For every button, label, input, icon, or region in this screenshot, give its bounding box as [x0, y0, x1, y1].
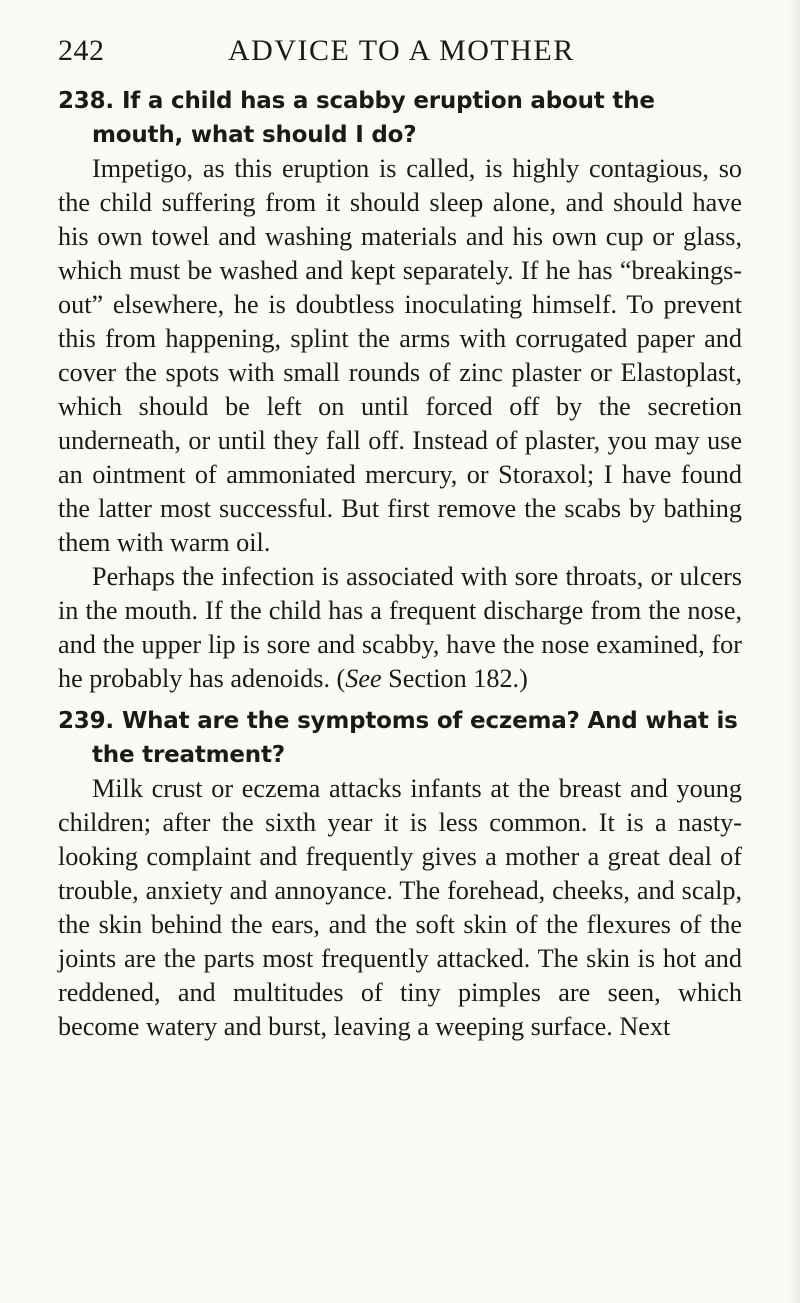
answer-paragraph — [58, 560, 742, 696]
answer-paragraph: Milk crust or eczema attacks infants at the breast and young children; after the sixth year it is less common. It is a nasty-looking complaint and frequently gives a mother a great deal of trouble, anxiety and annoyance. The forehead, cheeks, and scalp, the skin behind the ears, and the soft skin of the flexures of the joints are the parts most frequently attacked. The skin is hot and reddened, and multitudes of tiny pimples are seen, which become watery and burst, leaving a weeping surface. Next — [58, 774, 742, 1041]
question-text: If a child has a scabby eruption about the mouth, what should I do? — [92, 88, 655, 148]
question-number: 238. — [58, 88, 114, 114]
running-title: ADVICE TO A MOTHER — [228, 34, 575, 67]
section-gap — [58, 696, 742, 704]
page-content — [58, 84, 742, 1044]
reference-open: ( — [336, 664, 346, 693]
question-text: What are the symptoms of eczema? And what is the treatment? — [92, 708, 738, 768]
question-heading — [58, 704, 742, 772]
section-238 — [58, 84, 742, 696]
page-header — [58, 30, 738, 74]
page-number: 242 — [58, 34, 105, 67]
answer-paragraph: Impetigo, as this eruption is called, is highly contagious, so the child suffering from it should sleep alone, and should have his own towel and washing materials and his own cup or glass, which must be washed and kept separately. If he has “breakings-out” elsewhere, he is doubtless inoculating himself. To prevent this from happening, splint the arms with corrugated paper and cover the spots with small rounds of zinc plaster or Elastoplast, which should be left on until forced off by the secretion underneath, or until they fall off. Instead of plaster, you may use an ointment of ammoniated mercury, or Storaxol; I have found the latter most successful. But first remove the scabs by bathing them with warm oil. — [58, 154, 742, 557]
section-239 — [58, 704, 742, 1044]
reference-see: See — [345, 664, 382, 693]
answer-text: Perhaps the infection is associated with sore throats, or ulcers in the mouth. If the child has a frequent discharge from the nose, and the upper lip is sore and scabby, have the nose examined, for he probably has adenoids. — [58, 562, 742, 693]
question-heading — [58, 84, 742, 152]
page-edge-shadow — [786, 0, 800, 1303]
question-number: 239. — [58, 708, 114, 734]
reference-rest: Section 182.) — [381, 664, 528, 693]
cross-reference — [337, 664, 528, 693]
